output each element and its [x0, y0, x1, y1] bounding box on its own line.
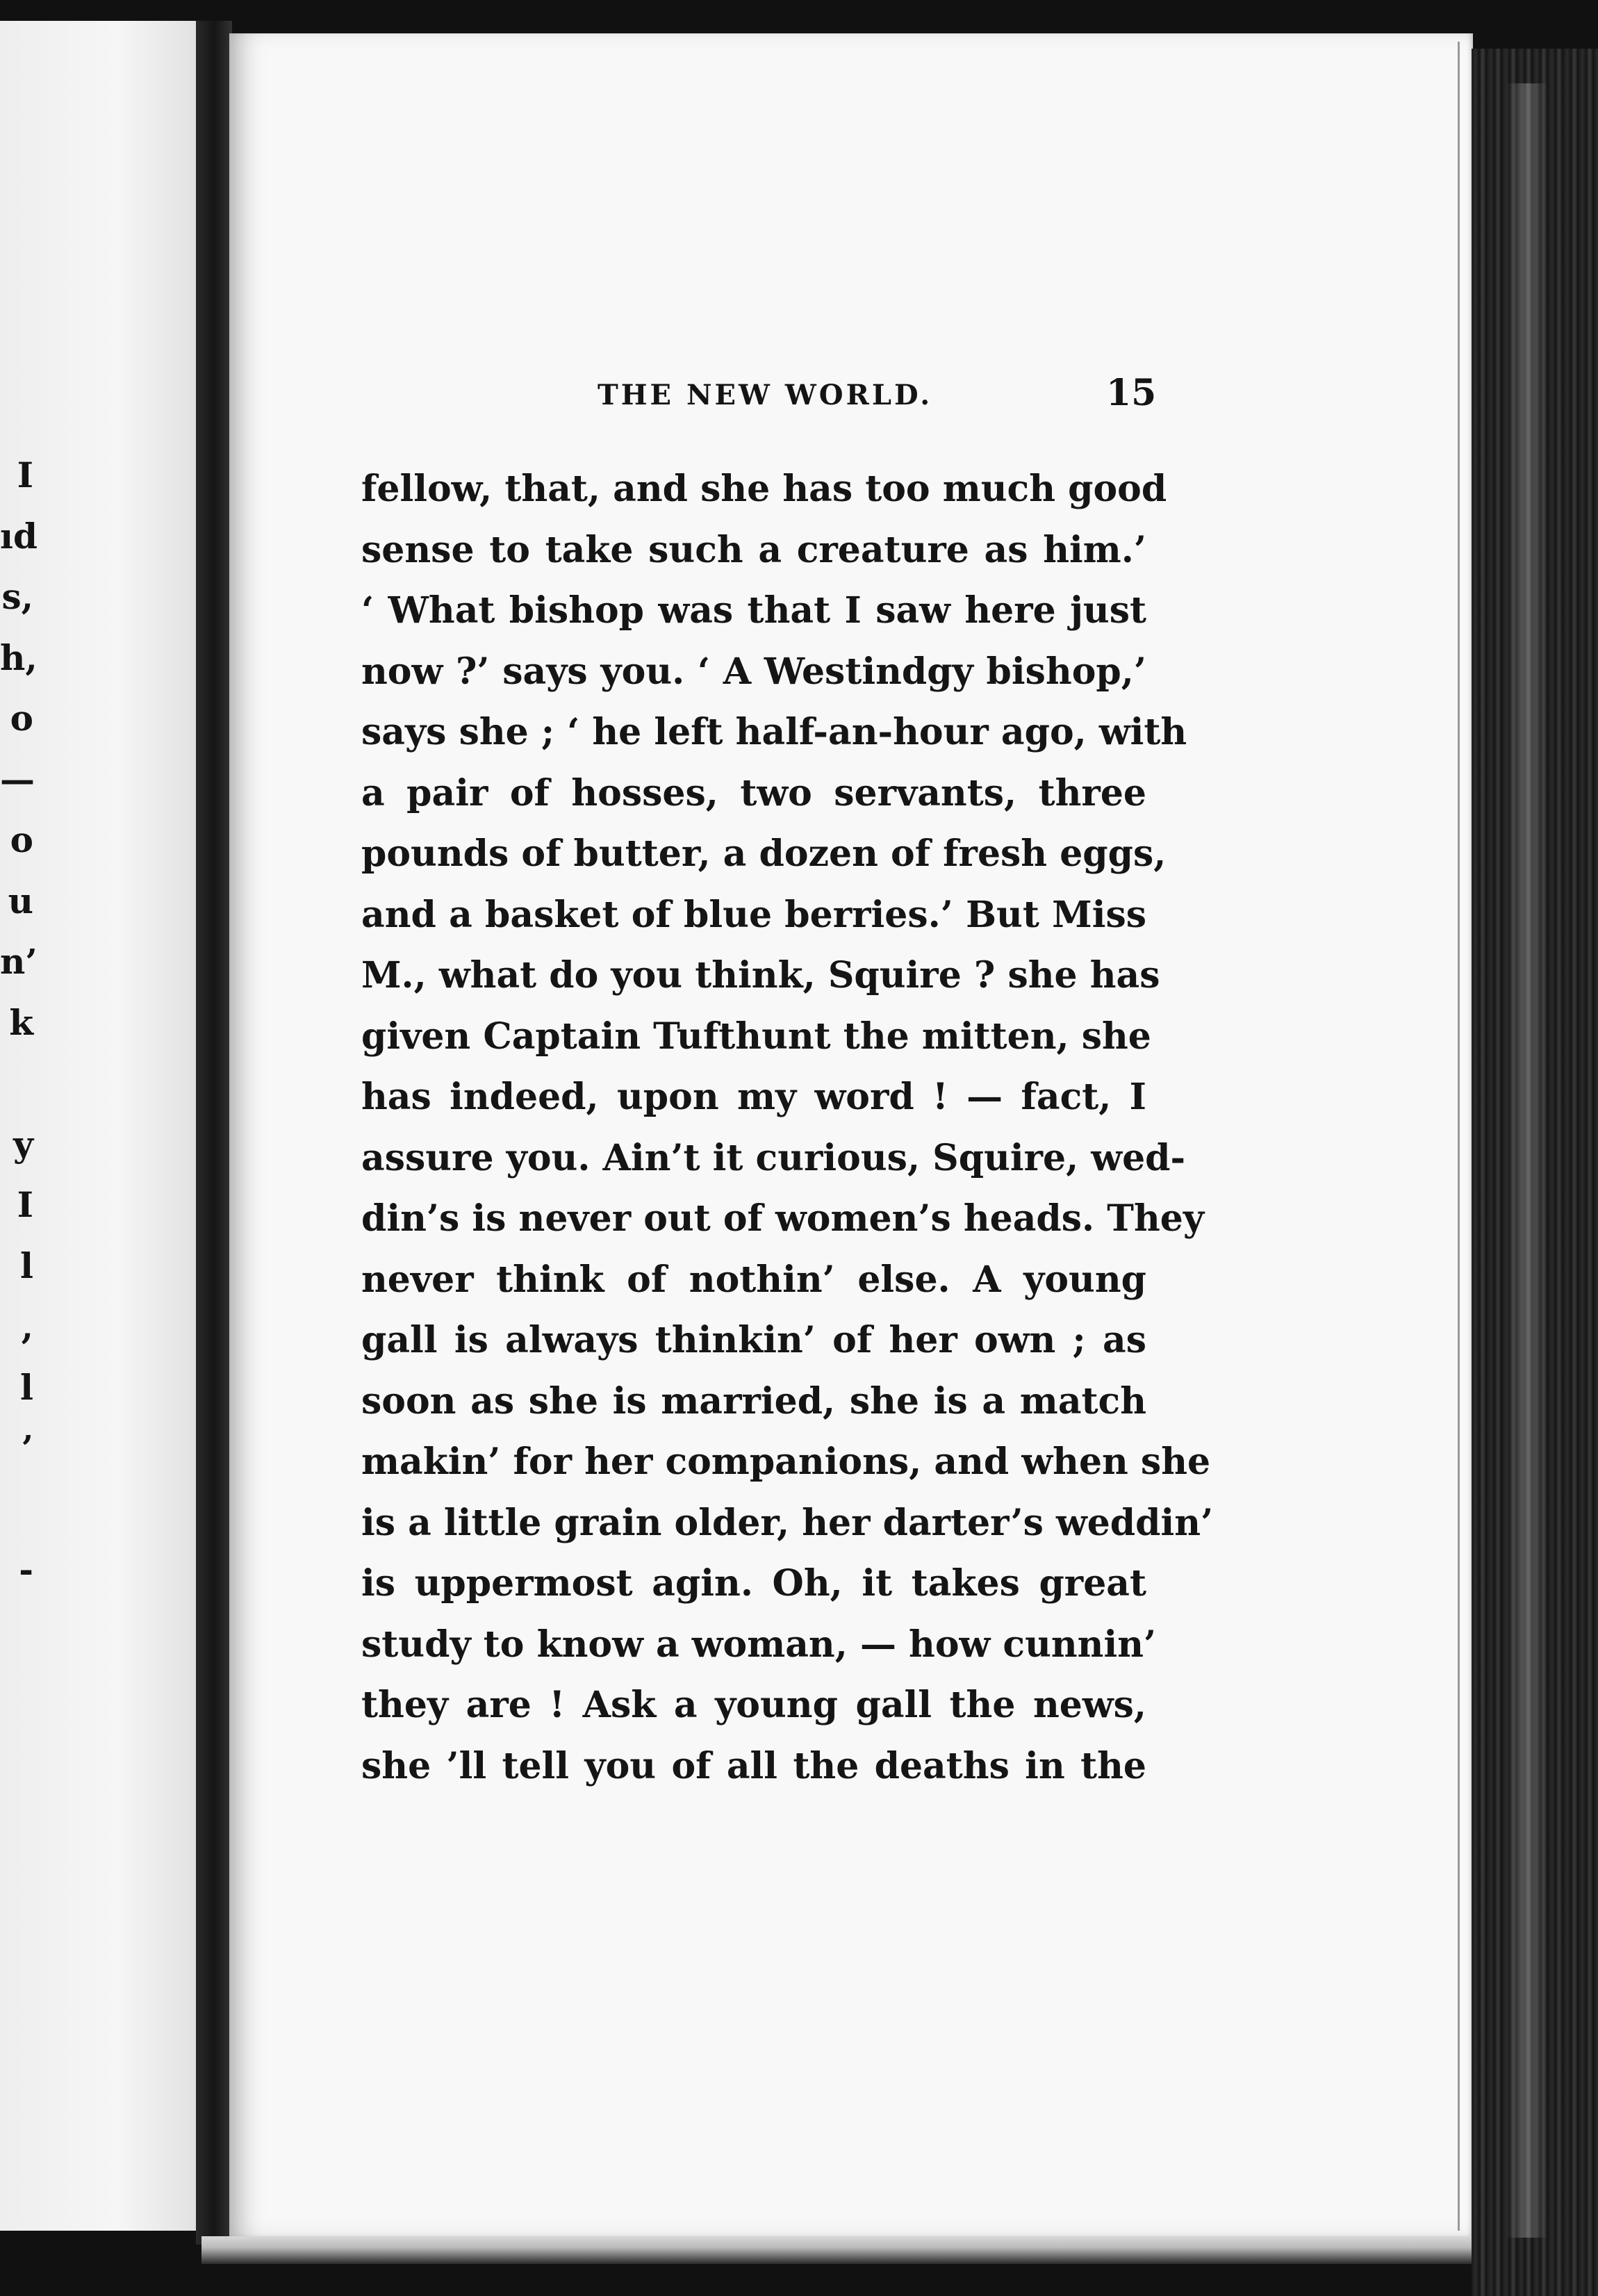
left-page-fragment: o [10, 698, 33, 739]
text-line: soon as she is married, she is a match [361, 1379, 1146, 1422]
left-page-fragment: - [19, 1549, 33, 1590]
left-page-fragment: l [20, 1366, 33, 1408]
text-line: says she ; ‘ he left half-an-hour ago, with [361, 711, 1187, 753]
text-line: assure you. Ain’t it curious, Squire, wed- [361, 1136, 1186, 1179]
left-page-fragment: o [10, 819, 33, 860]
text-line: is uppermost agin. Oh, it takes great [361, 1562, 1146, 1605]
text-line: given Captain Tufthunt the mitten, she [361, 1015, 1151, 1058]
left-page-fragment: — [0, 758, 35, 800]
text-line: a pair of hosses, two servants, three [361, 771, 1146, 814]
left-page-fragment: , [21, 1306, 33, 1347]
text-line: and a basket of blue berries.’ But Miss [361, 893, 1146, 936]
text-line: makin’ for her companions, and when she [361, 1441, 1211, 1483]
left-page-fragment: h, [0, 637, 38, 678]
text-line: she ’ll tell you of all the deaths in the [361, 1744, 1146, 1787]
body-text [361, 459, 1214, 1796]
left-page-fragment: k [9, 1001, 33, 1043]
text-line: M., what do you think, Squire ? she has [361, 954, 1160, 997]
left-page-fragment: I [17, 454, 33, 495]
text-line: now ?’ says you. ‘ A Westindgy bishop,’ [361, 650, 1146, 693]
book-gutter [196, 21, 232, 2245]
previous-page-text-fragments [0, 445, 42, 1600]
page-edge-line [1458, 42, 1465, 2231]
page-number: 15 [1106, 372, 1157, 414]
left-page-fragment [0, 1479, 42, 1540]
text-line: sense to take such a creature as him.’ [361, 528, 1146, 571]
text-line: pounds of butter, a dozen of fresh eggs, [361, 833, 1167, 875]
text-line: fellow, that, and she has too much good [361, 468, 1167, 510]
left-page-fragment: n’ [0, 941, 38, 982]
text-line: study to know a woman, — how cunnin’ [361, 1623, 1157, 1666]
left-page-fragment [0, 1053, 42, 1114]
running-header: THE NEW WORLD. [598, 379, 933, 411]
left-page-fragment: y [13, 1123, 33, 1165]
text-line: ‘ What bishop was that I saw here just [361, 589, 1146, 632]
text-line: has indeed, upon my word ! — fact, I [361, 1076, 1146, 1118]
text-line: never think of nothin’ else. A young [361, 1258, 1146, 1301]
left-page-fragment: l [20, 1245, 33, 1286]
fore-edge-highlight [1506, 83, 1548, 2238]
left-page-fragment: ıd [0, 515, 38, 557]
text-line: gall is always thinkin’ of her own ; as [361, 1319, 1146, 1361]
left-page-fragment: ’ [21, 1427, 33, 1468]
text-line: they are ! Ask a young gall the news, [361, 1684, 1146, 1726]
left-page-fragment: u [8, 880, 33, 921]
text-line: din’s is never out of women’s heads. They [361, 1197, 1205, 1240]
text-line: is a little grain older, her darter’s weddin’ [361, 1501, 1214, 1544]
left-page-fragment: s, [1, 576, 33, 617]
page-bottom-edge [201, 2236, 1473, 2264]
left-page-fragment: I [17, 1184, 33, 1225]
